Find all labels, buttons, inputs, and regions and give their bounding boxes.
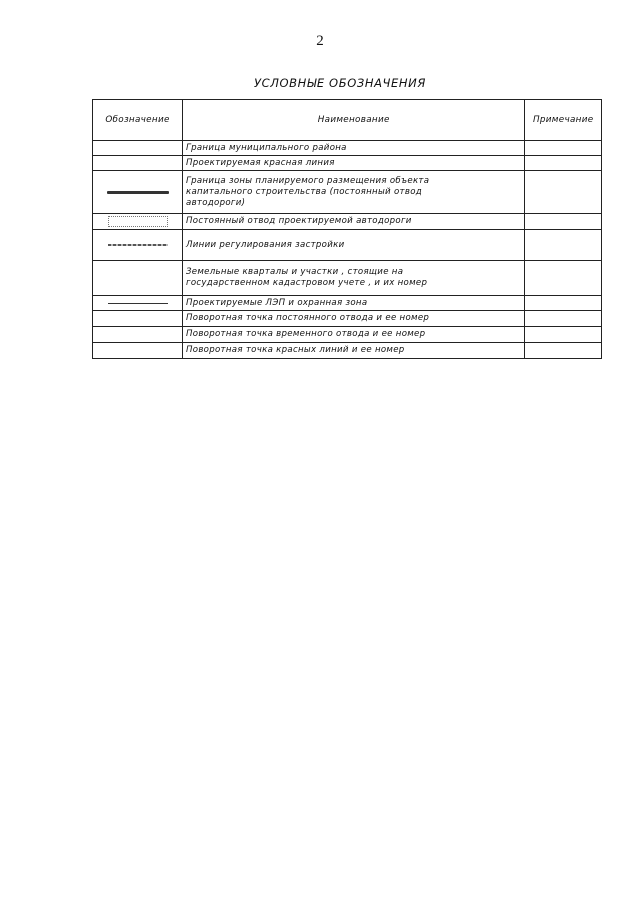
- legend-name-line: Поворотная точка постоянного отвода и ее номер: [186, 313, 430, 323]
- legend-row: [93, 171, 602, 214]
- legend-note-cell: [525, 230, 602, 261]
- legend-row: [93, 261, 602, 296]
- legend-name-line: Граница муниципального района: [186, 142, 347, 153]
- legend-name-line: Поворотная точка красных линий и ее номер: [186, 345, 405, 355]
- legend-row: [93, 327, 602, 343]
- legend-name-line: Постоянный отвод проектируемой автодороги: [186, 216, 412, 226]
- legend-name-line: автодороги): [186, 197, 246, 208]
- legend-name-line: Проектируемая красная линия: [186, 157, 335, 168]
- legend-name-line: Земельные кварталы и участки , стоящие на: [186, 267, 404, 277]
- legend-symbol-cell: [93, 214, 183, 230]
- legend-name-cell: [183, 171, 525, 214]
- legend-note-cell: [525, 171, 602, 214]
- legend-name-cell: [183, 141, 525, 156]
- legend-row: [93, 230, 602, 261]
- legend-note-cell: [525, 296, 602, 311]
- page-number: 2: [316, 33, 324, 49]
- dotted-box-symbol: [108, 216, 168, 227]
- legend-symbol-cell: [93, 261, 183, 296]
- legend-row: [93, 214, 602, 230]
- legend-table: [92, 99, 602, 359]
- legend-name-line: Граница зоны планируемого размещения объекта: [186, 175, 430, 186]
- legend-title: УСЛОВНЫЕ ОБОЗНАЧЕНИЯ: [254, 76, 426, 90]
- legend-symbol-cell: [93, 156, 183, 171]
- legend-name-cell: [183, 296, 525, 311]
- legend-name-line: Поворотная точка временного отвода и ее номер: [186, 329, 426, 339]
- legend-symbol-cell: [93, 141, 183, 156]
- legend-symbol-cell: [93, 327, 183, 343]
- legend-name-cell: [183, 214, 525, 230]
- legend-symbol-cell: [93, 311, 183, 327]
- legend-note-cell: [525, 261, 602, 296]
- legend-name-cell: [183, 327, 525, 343]
- legend-symbol-cell: [93, 343, 183, 359]
- legend-body: [93, 141, 602, 359]
- header-name: Наименование: [183, 100, 525, 141]
- legend-name-cell: [183, 156, 525, 171]
- dotted-line-symbol: [108, 244, 168, 246]
- legend-symbol-cell: [93, 171, 183, 214]
- legend-row: [93, 343, 602, 359]
- legend-name-cell: [183, 261, 525, 296]
- legend-header-row: [93, 100, 602, 141]
- legend-note-cell: [525, 156, 602, 171]
- legend-name-cell: [183, 311, 525, 327]
- legend-name-cell: [183, 230, 525, 261]
- legend-row: [93, 156, 602, 171]
- legend-symbol-cell: [93, 296, 183, 311]
- legend-row: [93, 141, 602, 156]
- legend-note-cell: [525, 214, 602, 230]
- legend-symbol-cell: [93, 230, 183, 261]
- legend-row: [93, 296, 602, 311]
- legend-name-cell: [183, 343, 525, 359]
- thick-line-symbol: [107, 191, 169, 194]
- header-note: Примечание: [525, 100, 602, 141]
- legend-row: [93, 311, 602, 327]
- legend-note-cell: [525, 343, 602, 359]
- thin-line-symbol: [108, 303, 168, 304]
- legend-name-line: государственном кадастровом учете , и их номер: [186, 278, 428, 288]
- legend-note-cell: [525, 141, 602, 156]
- legend-name-line: капитального строительства (постоянный отвод: [186, 186, 422, 197]
- legend-note-cell: [525, 327, 602, 343]
- legend-name-line: Проектируемые ЛЭП и охранная зона: [186, 297, 368, 308]
- legend-name-line: Линии регулирования застройки: [186, 239, 345, 250]
- legend-note-cell: [525, 311, 602, 327]
- header-symbol: Обозначение: [93, 100, 183, 141]
